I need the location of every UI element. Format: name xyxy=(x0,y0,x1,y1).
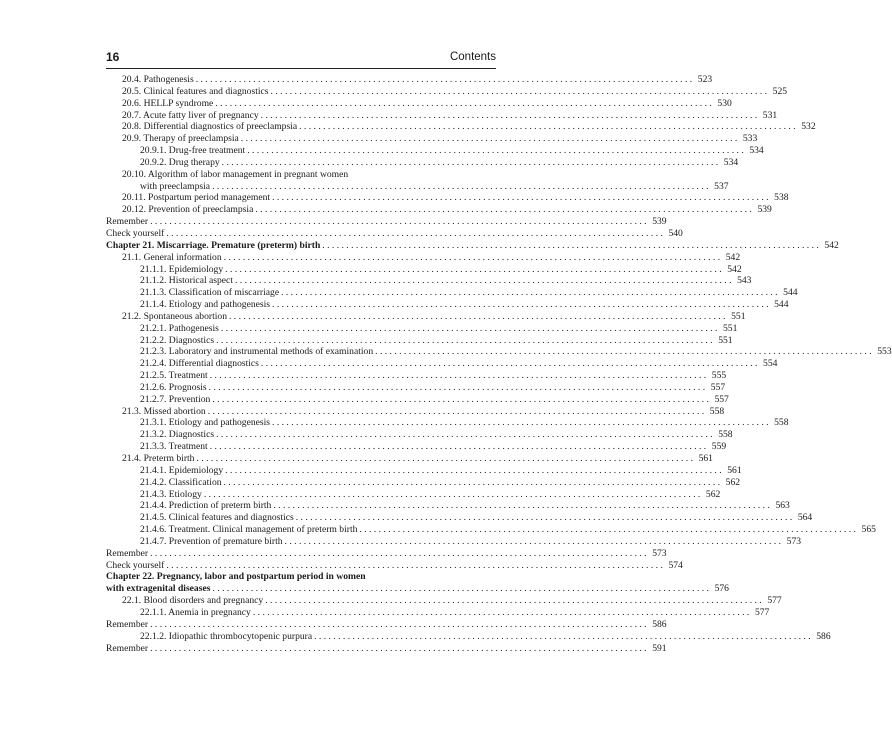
dot-leader xyxy=(269,86,769,98)
toc-entry[interactable] xyxy=(106,275,752,287)
dot-leader xyxy=(357,524,857,536)
toc-entry-page: 577 xyxy=(767,595,782,607)
toc-entry[interactable] xyxy=(106,630,831,643)
dot-leader xyxy=(206,406,706,418)
toc-entry-page: 577 xyxy=(754,606,770,618)
dot-leader xyxy=(148,548,648,560)
toc-entry-label: 20.9.1. Drug-free treatment xyxy=(140,145,246,157)
toc-entry-page: 586 xyxy=(652,618,667,630)
toc-chapter-entry[interactable] xyxy=(106,583,729,595)
toc-entry-label: 21.4.3. Etiology xyxy=(140,488,202,500)
toc-entry-label: 21.1.1. Epidemiology xyxy=(140,263,224,275)
toc-entry[interactable] xyxy=(106,488,721,501)
toc-entry[interactable] xyxy=(106,322,738,335)
toc-entry-page: 551 xyxy=(718,334,733,346)
dot-leader xyxy=(239,133,739,145)
toc-entry-label: 21.3. Missed abortion xyxy=(122,405,206,417)
toc-entry-page: 558 xyxy=(774,417,789,429)
toc-entry-page: 542 xyxy=(824,239,839,251)
dot-leader xyxy=(271,500,771,512)
toc-entry-label: 21.1.3. Classification of miscarriage xyxy=(140,287,280,299)
toc-entry[interactable] xyxy=(106,441,727,453)
toc-entry-page: 591 xyxy=(652,642,667,654)
dot-leader xyxy=(210,394,710,406)
toc-entry[interactable] xyxy=(106,453,713,465)
toc-entry-label: 21.3.2. Diagnostics xyxy=(140,429,215,441)
toc-entry-label: 21.2.7. Prevention xyxy=(140,393,211,405)
dot-leader xyxy=(223,465,723,477)
running-title: Contents xyxy=(449,51,496,63)
toc-entry-page: 534 xyxy=(723,156,739,168)
toc-entry[interactable] xyxy=(106,595,782,607)
toc-entry-page: 538 xyxy=(774,192,789,204)
dot-leader xyxy=(222,477,722,489)
toc-entry-label: 21.1.4. Etiology and pathogenesis xyxy=(140,299,271,311)
dot-leader xyxy=(214,429,714,441)
toc-entry[interactable] xyxy=(106,74,713,86)
toc-chapter-entry[interactable] xyxy=(106,571,496,583)
toc-entry-label: 20.6. HELLP syndrome xyxy=(122,97,214,109)
toc-entry[interactable] xyxy=(106,263,742,276)
toc-entry-page: 557 xyxy=(714,393,729,405)
toc-entry-page: 586 xyxy=(816,630,831,642)
dot-leader xyxy=(148,643,648,655)
toc-entry[interactable] xyxy=(106,251,741,264)
dot-leader xyxy=(222,252,722,264)
toc-entry-page: 576 xyxy=(714,583,729,595)
dot-leader xyxy=(259,358,759,370)
toc-entry-page: 537 xyxy=(714,180,729,192)
toc-entry-label: 21.2. Spontaneous abortion xyxy=(122,310,227,322)
toc-entry-label: Check yourself xyxy=(106,227,165,239)
toc-entry[interactable] xyxy=(106,156,739,169)
toc-entry[interactable] xyxy=(106,180,729,193)
toc-entry-page: 573 xyxy=(652,547,667,559)
toc-entry-label: 21.4.2. Classification xyxy=(140,476,222,488)
dot-leader xyxy=(208,370,708,382)
toc-entry[interactable] xyxy=(106,192,789,204)
toc-entry-page: 525 xyxy=(772,85,788,97)
toc-entry[interactable] xyxy=(106,370,727,382)
toc-entry-page: 544 xyxy=(783,287,798,299)
toc-entry[interactable] xyxy=(106,97,732,110)
toc-entry-label: 21.4. Preterm birth xyxy=(122,453,195,464)
toc-entry-page: 534 xyxy=(749,145,764,157)
toc-entry-page: 561 xyxy=(698,453,713,464)
toc-entry-label: 21.3.3. Treatment xyxy=(140,441,208,453)
toc-entry[interactable] xyxy=(106,393,729,406)
dot-leader xyxy=(294,512,794,524)
toc-entry[interactable] xyxy=(106,417,789,429)
toc-entry-label: 20.4. Pathogenesis xyxy=(122,74,194,85)
dot-leader xyxy=(270,417,770,429)
toc-entry[interactable] xyxy=(106,559,683,572)
toc-entry[interactable] xyxy=(106,133,758,145)
toc-entry-page: 543 xyxy=(737,275,752,287)
dot-leader xyxy=(253,204,753,216)
toc-entry-label: 20.7. Acute fatty liver of pregnancy xyxy=(122,109,259,121)
toc-entry[interactable] xyxy=(106,512,813,524)
toc-entry[interactable] xyxy=(106,429,733,441)
dot-leader xyxy=(251,607,751,619)
toc-entry[interactable] xyxy=(106,464,742,477)
toc-entry-page: 542 xyxy=(725,251,741,263)
toc-entry-label: 20.10. Algorithm of labor management in pregnant women xyxy=(122,168,349,180)
dot-leader xyxy=(270,299,770,311)
toc-entry-page: 530 xyxy=(717,97,732,109)
toc-entry-page: 557 xyxy=(710,381,726,393)
toc-entry-label: 20.9. Therapy of preeclampsia xyxy=(122,133,239,145)
toc-entry[interactable] xyxy=(106,535,802,548)
dot-leader xyxy=(164,560,664,572)
toc-entry-label: 22.1. Blood disorders and pregnancy xyxy=(122,595,264,607)
dot-leader xyxy=(373,346,873,358)
toc-entry[interactable] xyxy=(106,547,667,560)
dot-leader xyxy=(297,121,797,133)
dot-leader xyxy=(259,110,759,122)
toc-entry-page: 551 xyxy=(731,310,746,322)
toc-entry-page: 544 xyxy=(774,299,789,311)
dot-leader xyxy=(227,311,727,323)
toc-entry-label: Remember xyxy=(106,216,149,228)
toc-entry-label: 21.2.3. Laboratory and instrumental methods of examination xyxy=(140,346,374,358)
toc-entry-label: Chapter 22. Pregnancy, labor and postpartum period in women xyxy=(106,571,366,583)
toc-entry-page: 564 xyxy=(797,512,813,524)
dot-leader xyxy=(148,216,648,228)
table-of-contents xyxy=(106,74,892,654)
toc-entry[interactable] xyxy=(106,145,764,157)
toc-entry-page: 559 xyxy=(711,441,727,453)
toc-entry[interactable] xyxy=(106,524,876,536)
dot-leader xyxy=(279,287,779,299)
toc-entry[interactable] xyxy=(106,109,778,122)
dot-leader xyxy=(207,382,707,394)
dot-leader xyxy=(213,98,713,110)
dot-leader xyxy=(220,157,720,169)
toc-entry-label: 21.1.2. Historical aspect xyxy=(140,275,233,287)
toc-entry-label: 21.3.1. Etiology and pathogenesis xyxy=(140,417,271,429)
toc-entry-label: 21.4.6. Treatment. Clinical management of preterm birth xyxy=(140,524,358,536)
toc-entry-label: 21.2.2. Diagnostics xyxy=(140,334,215,346)
toc-entry-page: 574 xyxy=(668,559,683,571)
toc-entry-label: 21.2.4. Differential diagnostics xyxy=(140,358,259,370)
toc-entry[interactable] xyxy=(106,500,790,512)
toc-entry-label: with extragenital diseases xyxy=(106,583,211,595)
toc-entry-label: Chapter 21. Miscarriage. Premature (preterm) birth xyxy=(106,239,321,251)
dot-leader xyxy=(214,335,714,347)
toc-entry[interactable] xyxy=(106,618,667,631)
toc-entry[interactable] xyxy=(106,606,770,619)
toc-entry[interactable] xyxy=(106,227,683,240)
toc-entry-label: 21.4.1. Epidemiology xyxy=(140,464,224,476)
running-header xyxy=(106,50,496,69)
toc-entry-label: 20.9.2. Drug therapy xyxy=(140,156,220,168)
toc-entry[interactable] xyxy=(106,334,733,347)
toc-entry-page: 551 xyxy=(722,322,738,334)
toc-entry-page: 573 xyxy=(786,535,802,547)
dot-leader xyxy=(233,275,733,287)
toc-entry-label: 22.1.1. Anemia in pregnancy xyxy=(140,606,251,618)
dot-leader xyxy=(202,489,702,501)
toc-entry-page: 554 xyxy=(763,358,778,370)
dot-leader xyxy=(210,583,710,595)
toc-entry-label: Remember xyxy=(106,642,149,654)
toc-entry-label: 21.4.7. Prevention of premature birth xyxy=(140,535,283,547)
toc-entry-page: 558 xyxy=(718,429,733,441)
toc-entry-label: 21.1. General information xyxy=(122,251,222,263)
toc-entry[interactable] xyxy=(106,346,892,358)
toc-entry-page: 542 xyxy=(727,263,742,275)
toc-entry-label: Remember xyxy=(106,618,149,630)
dot-leader xyxy=(210,181,710,193)
toc-entry[interactable] xyxy=(106,121,816,133)
toc-entry-page: 555 xyxy=(711,370,727,382)
toc-entry-label: 21.4.4. Prediction of preterm birth xyxy=(140,500,272,512)
toc-entry[interactable] xyxy=(106,169,496,181)
dot-leader xyxy=(223,264,723,276)
toc-entry-page: 539 xyxy=(757,204,772,216)
toc-entry-page: 539 xyxy=(652,216,667,228)
toc-entry-label: 20.5. Clinical features and diagnostics xyxy=(122,85,269,97)
toc-entry-page: 565 xyxy=(861,524,876,536)
toc-entry[interactable] xyxy=(106,405,725,418)
toc-entry[interactable] xyxy=(106,476,741,489)
toc-entry-label: 20.12. Prevention of preeclampsia xyxy=(122,204,254,216)
dot-leader xyxy=(194,453,694,465)
toc-entry-page: 558 xyxy=(709,405,725,417)
toc-chapter-entry[interactable] xyxy=(106,239,839,252)
toc-entry[interactable] xyxy=(106,216,667,228)
toc-entry[interactable] xyxy=(106,85,788,98)
toc-entry-label: Remember xyxy=(106,547,149,559)
toc-entry-label: with preeclampsia xyxy=(140,180,211,192)
toc-entry-label: 21.2.6. Prognosis xyxy=(140,381,207,393)
toc-entry-label: Check yourself xyxy=(106,559,165,571)
toc-entry-page: 532 xyxy=(801,121,816,133)
dot-leader xyxy=(270,192,770,204)
toc-entry-label: 21.4.5. Clinical features and diagnostics xyxy=(140,512,294,524)
toc-entry-page: 540 xyxy=(668,227,683,239)
dot-leader xyxy=(245,145,745,157)
dot-leader xyxy=(312,631,812,643)
toc-entry-page: 563 xyxy=(775,500,790,512)
toc-entry[interactable] xyxy=(106,381,726,394)
dot-leader xyxy=(194,74,694,86)
toc-entry[interactable] xyxy=(106,287,798,299)
dot-leader xyxy=(164,228,664,240)
dot-leader xyxy=(148,619,648,631)
toc-entry-page: 562 xyxy=(705,488,721,500)
toc-entry-label: 20.11. Postpartum period management xyxy=(122,192,271,204)
page-number: 16 xyxy=(106,50,120,64)
toc-entry-page: 553 xyxy=(877,346,892,358)
toc-entry[interactable] xyxy=(106,358,778,370)
dot-leader xyxy=(320,240,820,252)
dot-leader xyxy=(283,536,783,548)
toc-entry-page: 561 xyxy=(727,464,742,476)
toc-entry-label: 21.2.1. Pathogenesis xyxy=(140,322,219,334)
toc-entry-page: 523 xyxy=(697,74,713,85)
toc-entry-page: 562 xyxy=(725,476,741,488)
toc-entry[interactable] xyxy=(106,642,667,655)
dot-leader xyxy=(208,441,708,453)
toc-entry-page: 531 xyxy=(762,109,778,121)
toc-entry[interactable] xyxy=(106,310,746,323)
dot-leader xyxy=(263,595,763,607)
toc-entry-label: 21.2.5. Treatment xyxy=(140,370,208,382)
dot-leader xyxy=(219,323,719,335)
toc-entry[interactable] xyxy=(106,204,772,216)
toc-entry-label: 20.8. Differential diagnostics of preeclampsia xyxy=(122,121,298,133)
toc-entry-label: 22.1.2. Idiopathic thrombocytopenic purpura xyxy=(140,630,313,642)
toc-entry-page: 533 xyxy=(742,133,758,145)
toc-entry[interactable] xyxy=(106,299,789,311)
